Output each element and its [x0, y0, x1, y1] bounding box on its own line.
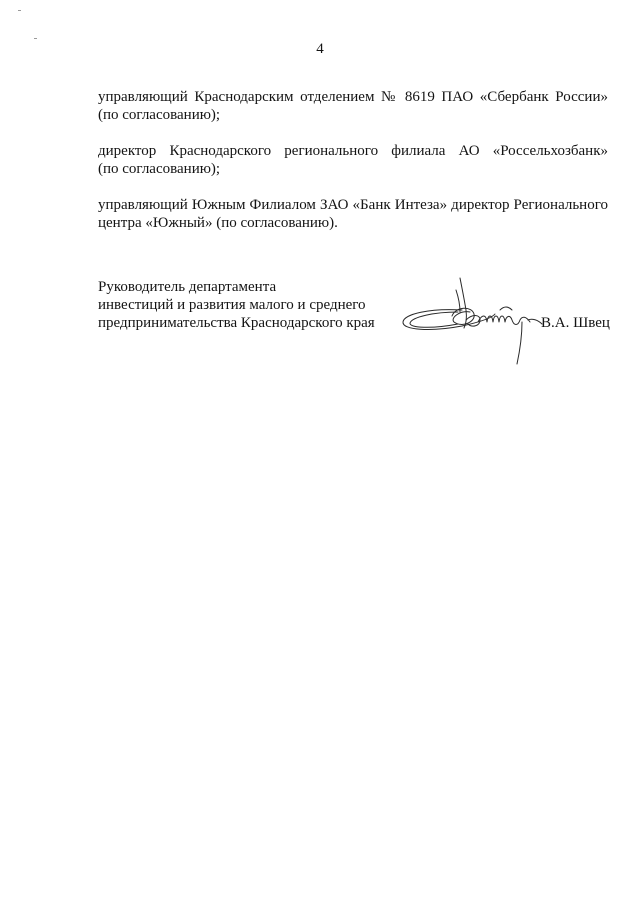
paragraph-line: управляющий Южным Филиалом ЗАО «Банк Интеза» директор Регионального: [98, 197, 608, 213]
paragraph-line: (по согласованию);: [98, 161, 221, 177]
paragraph-bank-inteza: [98, 196, 608, 232]
signatory-title: [98, 278, 375, 332]
paragraph-line: (по согласованию);: [98, 107, 221, 123]
scan-artifact: [18, 10, 21, 11]
signatory-title-line: инвестиций и развития малого и среднего: [98, 297, 366, 313]
paragraph-line: управляющий Краснодарским отделением № 8619 ПАО «Сбербанк России»: [98, 89, 608, 105]
page-number: 4: [316, 41, 324, 57]
document-body: [98, 88, 608, 250]
paragraph-rosselkhozbank: [98, 142, 608, 178]
signatory-name: В.А. Швец: [541, 315, 610, 331]
paragraph-line: директор Краснодарского регионального филиала АО «Россельхозбанк»: [98, 143, 608, 159]
scan-artifact: [34, 38, 37, 39]
handwritten-signature-icon: [400, 270, 550, 370]
signatory-title-line: Руководитель департамента: [98, 279, 277, 295]
paragraph-line: центра «Южный» (по согласованию).: [98, 215, 338, 231]
paragraph-sberbank: [98, 88, 608, 124]
signatory-title-line: предпринимательства Краснодарского края: [98, 315, 375, 331]
